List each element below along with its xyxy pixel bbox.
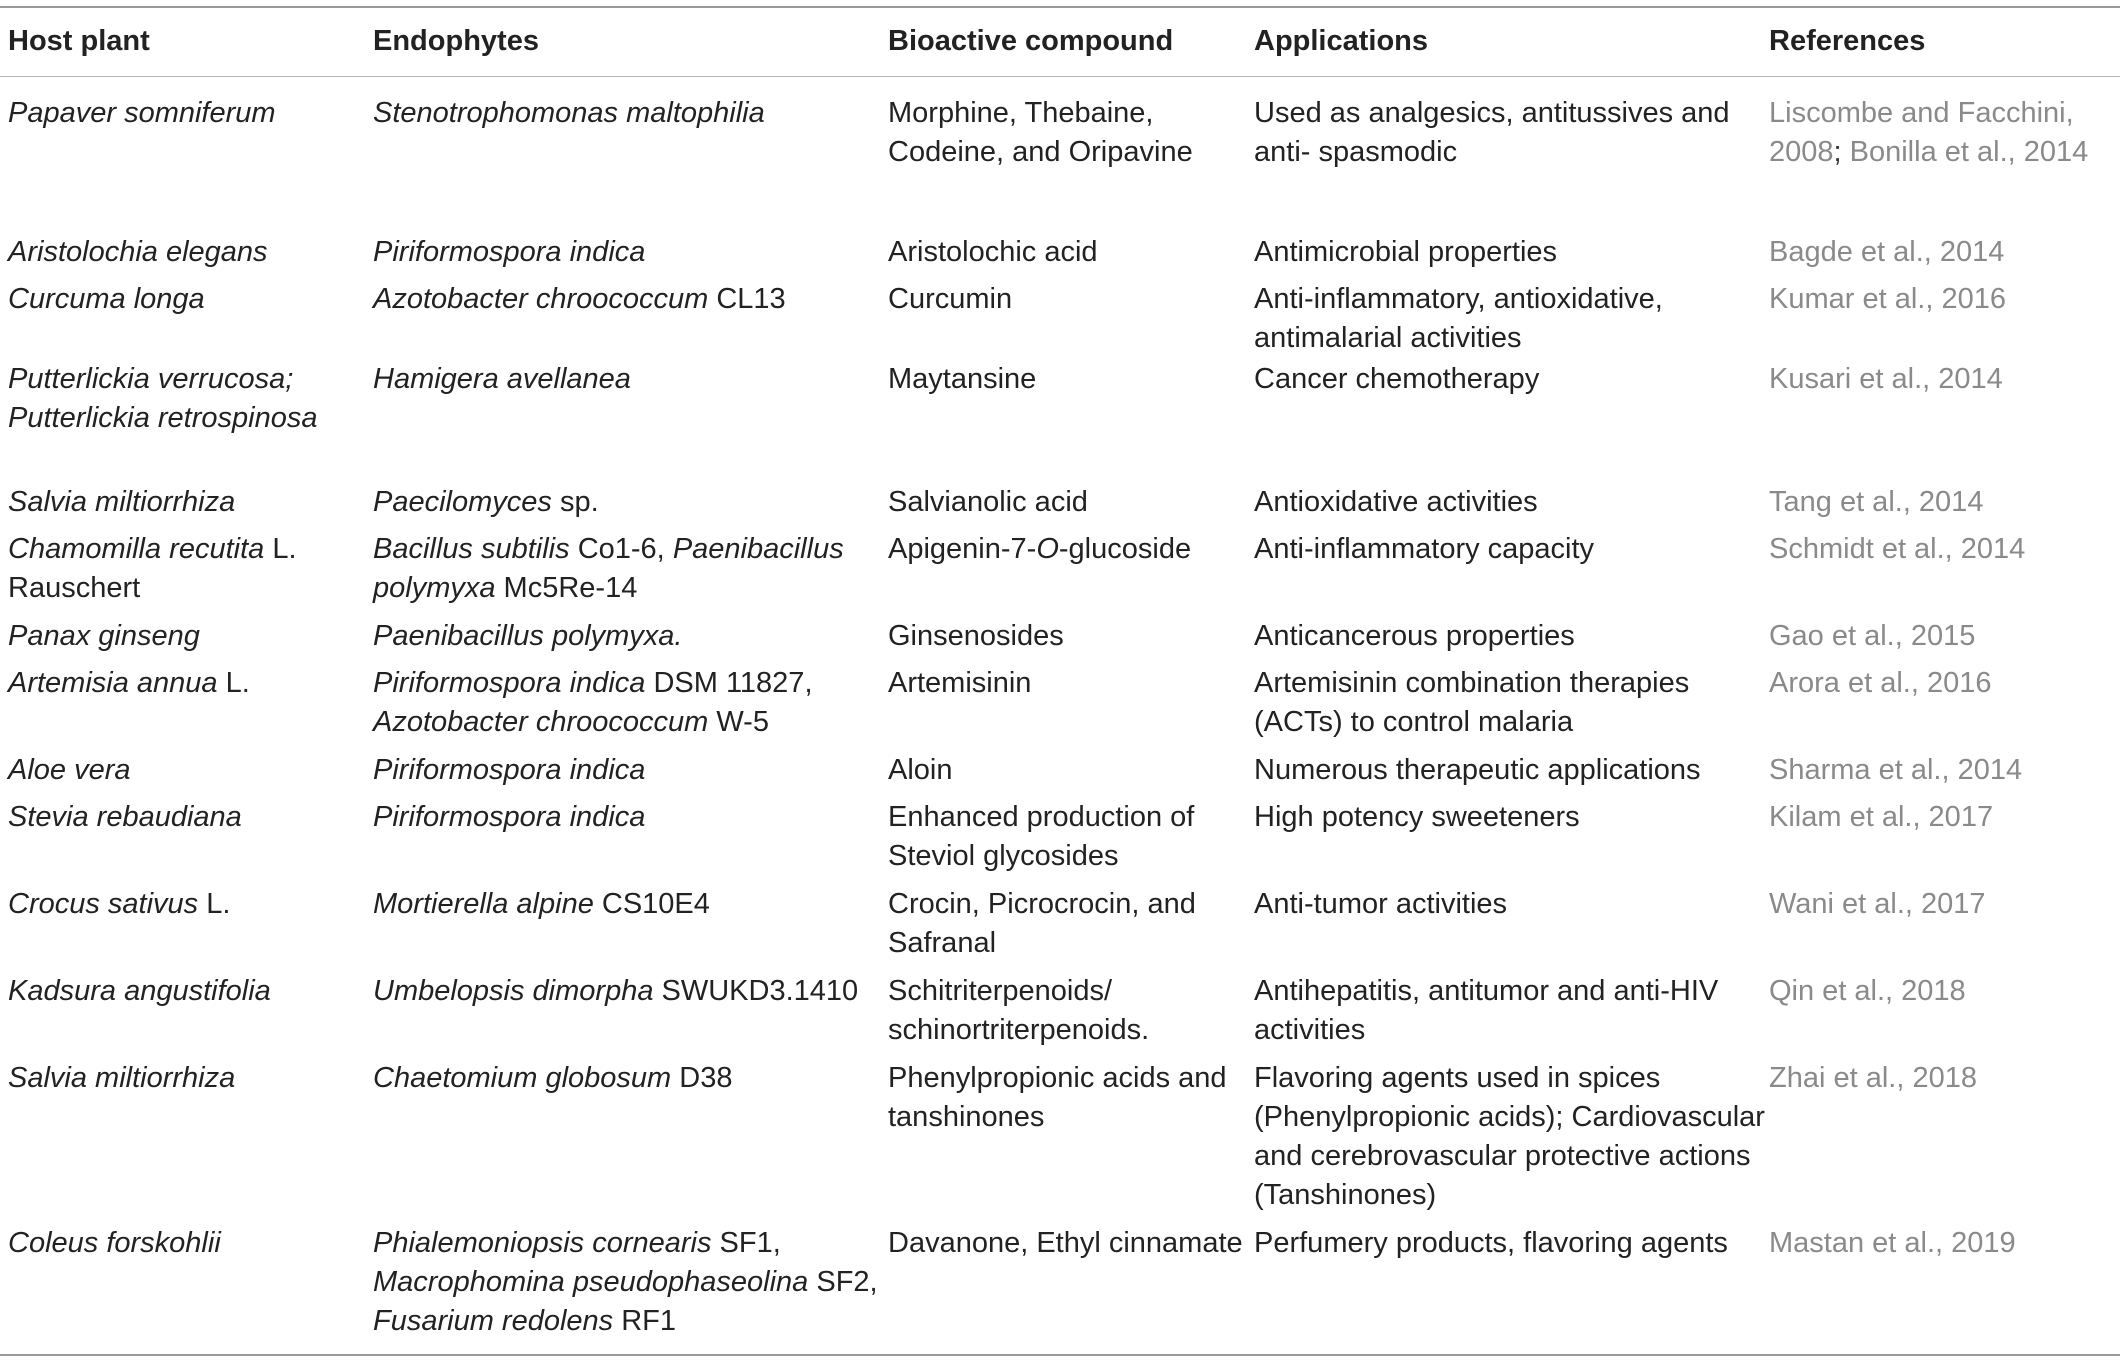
cell-references (1769, 233, 2004, 272)
cell-line (1769, 751, 2022, 790)
cell-line (373, 798, 645, 837)
cell-host-plant (8, 1224, 221, 1263)
reference-link[interactable]: Sharma et al., 2014 (1769, 754, 2023, 786)
cell-text: Curcuma longa (8, 283, 205, 315)
cell-text: Codeine, and Oripavine (888, 136, 1193, 168)
table-header-rule (0, 76, 2120, 77)
cell-line (8, 233, 268, 272)
cell-bioactive-compound (888, 617, 1064, 656)
cell-references (1769, 1059, 1977, 1098)
cell-line (1769, 1059, 1977, 1098)
cell-applications (1254, 483, 1538, 522)
cell-line (373, 751, 645, 790)
cell-text: Co1-6, (569, 533, 673, 565)
cell-line (8, 617, 200, 656)
cell-line (888, 798, 1194, 837)
cell-line (888, 664, 1031, 703)
cell-line (1254, 483, 1538, 522)
cell-host-plant (8, 751, 131, 790)
cell-applications (1254, 233, 1557, 272)
cell-endophytes (373, 360, 631, 399)
cell-bioactive-compound (888, 233, 1098, 272)
cell-text: Aloin (888, 754, 953, 786)
cell-line (1769, 360, 2003, 399)
cell-text: W-5 (708, 706, 769, 738)
cell-text: L. (217, 667, 250, 699)
cell-line (888, 360, 1036, 399)
cell-text: Rauschert (8, 572, 141, 604)
cell-bioactive-compound (888, 751, 953, 790)
cell-text: Kadsura angustifolia (8, 975, 271, 1007)
cell-line (8, 1059, 235, 1098)
cell-line (1769, 885, 1986, 924)
cell-bioactive-compound (888, 798, 1194, 876)
cell-text: Aloe vera (8, 754, 131, 786)
cell-line (1769, 617, 1975, 656)
reference-link[interactable]: 2008 (1769, 136, 1834, 168)
cell-line (888, 972, 1149, 1011)
cell-endophytes (373, 233, 645, 272)
cell-text: Salvia miltiorrhiza (8, 1062, 236, 1094)
cell-applications (1254, 530, 1594, 569)
cell-endophytes (373, 885, 710, 924)
cell-line (373, 530, 844, 569)
cell-endophytes (373, 483, 599, 522)
cell-line (888, 1011, 1149, 1050)
cell-text: Stevia rebaudiana (8, 801, 242, 833)
cell-text: Chaetomium globosum (373, 1062, 672, 1094)
cell-text: Umbelopsis dimorpha (373, 975, 654, 1007)
cell-endophytes (373, 280, 786, 319)
cell-text: Steviol glycosides (888, 840, 1119, 872)
cell-text: Morphine, Thebaine, (888, 97, 1154, 129)
cell-bioactive-compound (888, 664, 1031, 703)
cell-line (373, 233, 645, 272)
cell-references (1769, 664, 1991, 703)
cell-host-plant (8, 972, 271, 1011)
cell-text: Davanone, Ethyl cinnamate (888, 1227, 1243, 1259)
cell-text: Chamomilla recutita (8, 533, 265, 565)
cell-host-plant (8, 530, 297, 608)
cell-text: sp. (551, 486, 599, 518)
cell-line (1254, 319, 1663, 358)
cell-line (373, 569, 844, 608)
cell-text: CS10E4 (593, 888, 710, 920)
cell-text: Anti-tumor activities (1254, 888, 1508, 920)
cell-text: ; (1833, 136, 1850, 168)
cell-line (888, 885, 1196, 924)
cell-line (1254, 1059, 1765, 1098)
reference-link[interactable]: Qin et al., 2018 (1769, 975, 1966, 1007)
cell-text: Phenylpropionic acids and (888, 1062, 1227, 1094)
cell-text: D38 (671, 1062, 733, 1094)
cell-text: anti- spasmodic (1254, 136, 1458, 168)
cell-line (1769, 972, 1966, 1011)
cell-references (1769, 94, 2088, 172)
cell-text: polymyxa (373, 572, 496, 604)
cell-references (1769, 751, 2022, 790)
cell-host-plant (8, 233, 268, 272)
cell-text: Ginsenosides (888, 620, 1064, 652)
cell-text: High potency sweeteners (1254, 801, 1580, 833)
cell-line (1254, 664, 1689, 703)
cell-references (1769, 360, 2003, 399)
cell-line (8, 885, 230, 924)
cell-text: Hamigera avellanea (373, 363, 631, 395)
cell-endophytes (373, 798, 645, 837)
reference-link[interactable]: Bonilla et al., 2014 (1849, 136, 2089, 168)
cell-applications (1254, 360, 1539, 399)
cell-text: Mortierella alpine (373, 888, 594, 920)
cell-line (8, 798, 242, 837)
cell-line (373, 703, 813, 742)
cell-text: Paenibacillus (672, 533, 844, 565)
cell-text: SF2, (808, 1266, 878, 1298)
cell-line (888, 133, 1193, 172)
cell-bioactive-compound (888, 1224, 1243, 1263)
cell-text: Crocin, Picrocrocin, and (888, 888, 1196, 920)
cell-line (373, 1263, 878, 1302)
reference-link[interactable]: Liscombe and Facchini, (1769, 97, 2074, 129)
cell-text: antimalarial activities (1254, 322, 1522, 354)
header-applications: Applications (1254, 25, 1429, 57)
cell-line (888, 1098, 1227, 1137)
reference-link[interactable]: Wani et al., 2017 (1769, 888, 1986, 920)
cell-text: (Phenylpropionic acids); Cardiovascular (1254, 1101, 1765, 1133)
cell-endophytes (373, 530, 844, 608)
cell-line (1254, 530, 1594, 569)
cell-text: Azotobacter chroococcum (373, 706, 709, 738)
cell-line (8, 569, 297, 608)
cell-line (1769, 530, 2025, 569)
cell-line (888, 233, 1098, 272)
table-top-rule (0, 6, 2120, 8)
cell-bioactive-compound (888, 483, 1088, 522)
cell-line (8, 483, 235, 522)
cell-line (373, 1059, 732, 1098)
reference-link[interactable]: Schmidt et al., 2014 (1769, 533, 2026, 565)
cell-line (1254, 94, 1730, 133)
header-endophytes: Endophytes (373, 25, 539, 57)
cell-endophytes (373, 94, 765, 133)
cell-host-plant (8, 664, 250, 703)
cell-references (1769, 617, 1975, 656)
cell-text: CL13 (708, 283, 786, 315)
cell-text: Piriformospora indica (373, 801, 646, 833)
cell-line (1769, 1224, 2016, 1263)
cell-text: Anticancerous properties (1254, 620, 1575, 652)
cell-line (1254, 617, 1575, 656)
cell-references (1769, 483, 1983, 522)
cell-bioactive-compound (888, 360, 1036, 399)
cell-line (1769, 664, 1991, 703)
cell-line (888, 1059, 1227, 1098)
cell-line (1769, 483, 1983, 522)
cell-text: SF1, (711, 1227, 781, 1259)
cell-references (1769, 1224, 2016, 1263)
cell-line (8, 94, 276, 133)
cell-bioactive-compound (888, 530, 1191, 569)
cell-text: Fusarium redolens (373, 1305, 614, 1337)
cell-text: Salvia miltiorrhiza (8, 486, 236, 518)
cell-text: Flavoring agents used in spices (1254, 1062, 1661, 1094)
cell-line (1254, 233, 1557, 272)
header-host-plant: Host plant (8, 25, 150, 57)
cell-line (888, 837, 1194, 876)
cell-host-plant (8, 360, 317, 438)
cell-line (373, 885, 710, 924)
cell-references (1769, 885, 1986, 924)
cell-line (1254, 280, 1663, 319)
cell-text: Mc5Re-14 (495, 572, 638, 604)
cell-text: Azotobacter chroococcum (373, 283, 709, 315)
cell-applications (1254, 94, 1730, 172)
cell-text: L. (198, 888, 231, 920)
cell-line (373, 483, 599, 522)
cell-text: Salvianolic acid (888, 486, 1088, 518)
cell-host-plant (8, 798, 242, 837)
cell-host-plant (8, 94, 276, 133)
cell-line (1254, 1011, 1718, 1050)
cell-text: Schitriterpenoids/ (888, 975, 1113, 1007)
cell-text: Maytansine (888, 363, 1037, 395)
cell-text: Artemisinin combination therapies (1254, 667, 1690, 699)
cell-applications (1254, 1059, 1765, 1215)
cell-text: Piriformospora indica (373, 236, 646, 268)
cell-text: SWUKD3.1410 (653, 975, 859, 1007)
cell-bioactive-compound (888, 94, 1193, 172)
cell-text: schinortriterpenoids. (888, 1014, 1150, 1046)
reference-link[interactable]: Kilam et al., 2017 (1769, 801, 1994, 833)
cell-text: Antioxidative activities (1254, 486, 1538, 518)
reference-link[interactable]: Kumar et al., 2016 (1769, 283, 2006, 315)
cell-text: RF1 (613, 1305, 676, 1337)
cell-line (1254, 1098, 1765, 1137)
cell-text: Papaver somniferum (8, 97, 276, 129)
cell-line (888, 617, 1064, 656)
cell-line (1769, 133, 2088, 172)
cell-bioactive-compound (888, 1059, 1227, 1137)
cell-references (1769, 530, 2025, 569)
cell-endophytes (373, 1224, 878, 1341)
cell-line (8, 530, 297, 569)
cell-line (888, 924, 1196, 963)
cell-line (373, 664, 813, 703)
cell-text: Safranal (888, 927, 997, 959)
reference-link[interactable]: Kusari et al., 2014 (1769, 363, 2003, 395)
table-header-row (0, 21, 2120, 61)
cell-text: Paecilomyces (373, 486, 552, 518)
cell-host-plant (8, 1059, 235, 1098)
cell-line (1254, 972, 1718, 1011)
cell-line (8, 1224, 221, 1263)
cell-text: Cancer chemotherapy (1254, 363, 1540, 395)
cell-line (1254, 885, 1507, 924)
cell-text: Artemisia annua (8, 667, 218, 699)
cell-line (373, 617, 682, 656)
cell-text: Piriformospora indica (373, 754, 646, 786)
cell-text: O (1036, 533, 1059, 565)
cell-host-plant (8, 280, 205, 319)
cell-text: Stenotrophomonas maltophilia (373, 97, 765, 129)
cell-text: tanshinones (888, 1101, 1045, 1133)
reference-link[interactable]: Zhai et al., 2018 (1769, 1062, 1977, 1094)
cell-text: (Tanshinones) (1254, 1179, 1437, 1211)
cell-line (888, 1224, 1243, 1263)
cell-text: Used as analgesics, antitussives and (1254, 97, 1730, 129)
cell-text: Anti-inflammatory, antioxidative, (1254, 283, 1663, 315)
cell-text: Artemisinin (888, 667, 1032, 699)
cell-line (888, 751, 953, 790)
cell-text: Numerous therapeutic applications (1254, 754, 1701, 786)
cell-bioactive-compound (888, 972, 1149, 1050)
cell-text: (ACTs) to control malaria (1254, 706, 1574, 738)
cell-applications (1254, 972, 1718, 1050)
cell-text: -glucoside (1058, 533, 1192, 565)
cell-line (8, 664, 250, 703)
cell-applications (1254, 751, 1701, 790)
cell-text: and cerebrovascular protective actions (1254, 1140, 1751, 1172)
cell-line (8, 972, 271, 1011)
cell-bioactive-compound (888, 280, 1012, 319)
cell-references (1769, 798, 1993, 837)
cell-host-plant (8, 885, 230, 924)
cell-line (1769, 280, 2006, 319)
cell-text: Coleus forskohlii (8, 1227, 221, 1259)
cell-text: Crocus sativus (8, 888, 199, 920)
cell-line (888, 530, 1191, 569)
cell-line (1254, 798, 1580, 837)
table-bottom-rule (0, 1354, 2120, 1356)
header-bioactive-compound: Bioactive compound (888, 25, 1174, 57)
cell-line (1769, 233, 2004, 272)
cell-text: Aristolochic acid (888, 236, 1098, 268)
reference-link[interactable]: Arora et al., 2016 (1769, 667, 1992, 699)
cell-line (8, 399, 317, 438)
cell-line (1254, 360, 1539, 399)
cell-line (1254, 1137, 1765, 1176)
cell-line (8, 751, 131, 790)
cell-text: Piriformospora indica (373, 667, 646, 699)
cell-line (1254, 703, 1689, 742)
cell-references (1769, 972, 1966, 1011)
cell-host-plant (8, 483, 235, 522)
reference-link[interactable]: Tang et al., 2014 (1769, 486, 1984, 518)
cell-line (8, 360, 317, 399)
cell-host-plant (8, 617, 200, 656)
reference-link[interactable]: Mastan et al., 2019 (1769, 1227, 2016, 1259)
cell-line (1254, 133, 1730, 172)
cell-text: Anti-inflammatory capacity (1254, 533, 1595, 565)
cell-line (373, 280, 786, 319)
cell-text: Perfumery products, flavoring agents (1254, 1227, 1728, 1259)
cell-text: Putterlickia retrospinosa (8, 402, 318, 434)
cell-references (1769, 280, 2006, 319)
cell-text: Phialemoniopsis cornearis (373, 1227, 712, 1259)
cell-line (888, 94, 1193, 133)
cell-line (1769, 798, 1993, 837)
cell-text: Paenibacillus polymyxa. (373, 620, 683, 652)
cell-endophytes (373, 751, 645, 790)
cell-applications (1254, 885, 1507, 924)
cell-line (373, 1302, 878, 1341)
cell-bioactive-compound (888, 885, 1196, 963)
cell-text: activities (1254, 1014, 1366, 1046)
cell-text: Macrophomina pseudophaseolina (373, 1266, 809, 1298)
cell-line (373, 94, 765, 133)
cell-applications (1254, 617, 1575, 656)
cell-text: Antihepatitis, antitumor and anti-HIV (1254, 975, 1719, 1007)
cell-text: DSM 11827, (645, 667, 813, 699)
cell-text: Enhanced production of (888, 801, 1195, 833)
cell-endophytes (373, 617, 682, 656)
cell-applications (1254, 1224, 1728, 1263)
cell-applications (1254, 664, 1689, 742)
cell-line (1254, 1224, 1728, 1263)
reference-link[interactable]: Gao et al., 2015 (1769, 620, 1976, 652)
cell-text: L. (264, 533, 297, 565)
cell-line (1254, 751, 1701, 790)
cell-applications (1254, 798, 1580, 837)
header-references: References (1769, 25, 1926, 57)
cell-endophytes (373, 664, 813, 742)
cell-line (373, 360, 631, 399)
cell-text: Antimicrobial properties (1254, 236, 1558, 268)
cell-line (373, 1224, 878, 1263)
cell-line (888, 483, 1088, 522)
cell-text: Aristolochia elegans (8, 236, 268, 268)
cell-text: Panax ginseng (8, 620, 200, 652)
cell-line (888, 280, 1012, 319)
cell-line (1769, 94, 2088, 133)
reference-link[interactable]: Bagde et al., 2014 (1769, 236, 2005, 268)
cell-text: Curcumin (888, 283, 1013, 315)
cell-line (8, 280, 205, 319)
cell-endophytes (373, 1059, 732, 1098)
cell-text: Putterlickia verrucosa; (8, 363, 294, 395)
cell-applications (1254, 280, 1663, 358)
cell-text: Bacillus subtilis (373, 533, 570, 565)
cell-endophytes (373, 972, 858, 1011)
cell-line (1254, 1176, 1765, 1215)
cell-line (373, 972, 858, 1011)
cell-text: Apigenin-7- (888, 533, 1037, 565)
